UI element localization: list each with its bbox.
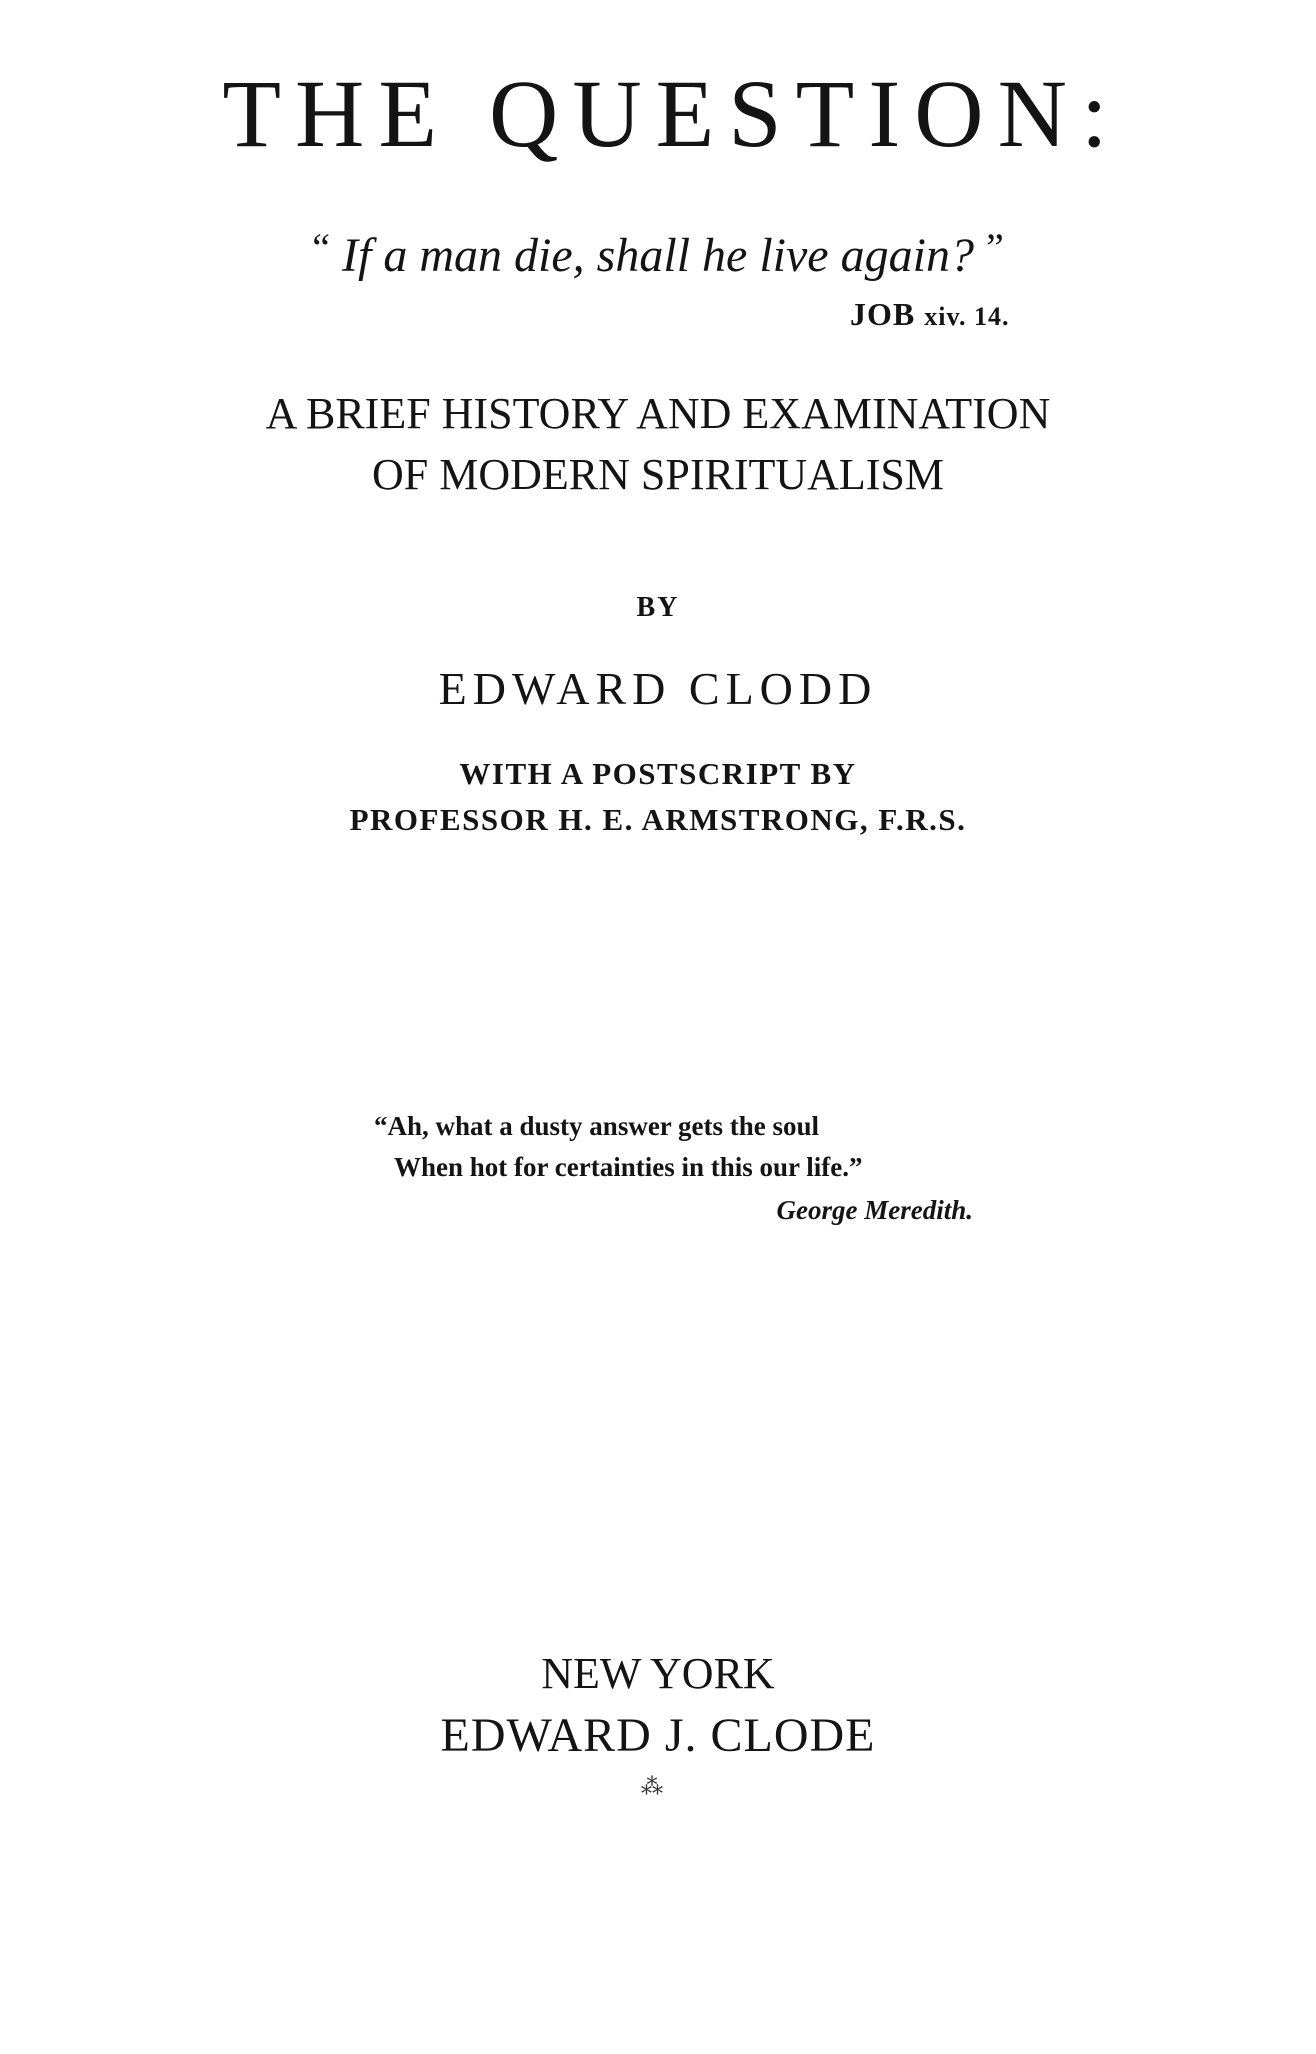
verse-attribution: George Meredith. [776, 1195, 973, 1225]
verse-line-2: When hot for certainties in this our life.” [394, 1152, 863, 1182]
imprint-place: NEW YORK [541, 1649, 775, 1698]
imprint-publisher: EDWARD J. CLODE [440, 1709, 876, 1762]
epigraph-citation [850, 298, 1010, 330]
postscript-line-2: PROFESSOR H. E. ARMSTRONG, F.R.S. [349, 802, 967, 837]
subtitle-line-2: OF MODERN SPIRITUALISM [371, 450, 945, 499]
verse-line-1: “Ah, what a dusty answer gets the soul [374, 1111, 820, 1141]
printer-ornament-icon: ⁂ [641, 1774, 663, 1799]
citation-book: JOB [850, 296, 916, 332]
subtitle-line-1: A BRIEF HISTORY AND EXAMINATION [265, 389, 1051, 438]
epigraph-open-quote: “ [312, 225, 331, 270]
epigraph-text: If a man die, shall he live again? [342, 229, 974, 282]
by-line: BY [636, 592, 680, 623]
epigraph-close-quote: ” [985, 225, 1004, 270]
postscript-line-1: WITH A POSTSCRIPT BY [459, 756, 857, 791]
book-title: THE QUESTION: [222, 60, 1122, 167]
author-name: EDWARD CLODD [438, 663, 878, 714]
epigraph [0, 225, 1316, 282]
citation-reference: xiv. 14. [924, 302, 1010, 331]
verse-quotation [374, 1106, 974, 1231]
